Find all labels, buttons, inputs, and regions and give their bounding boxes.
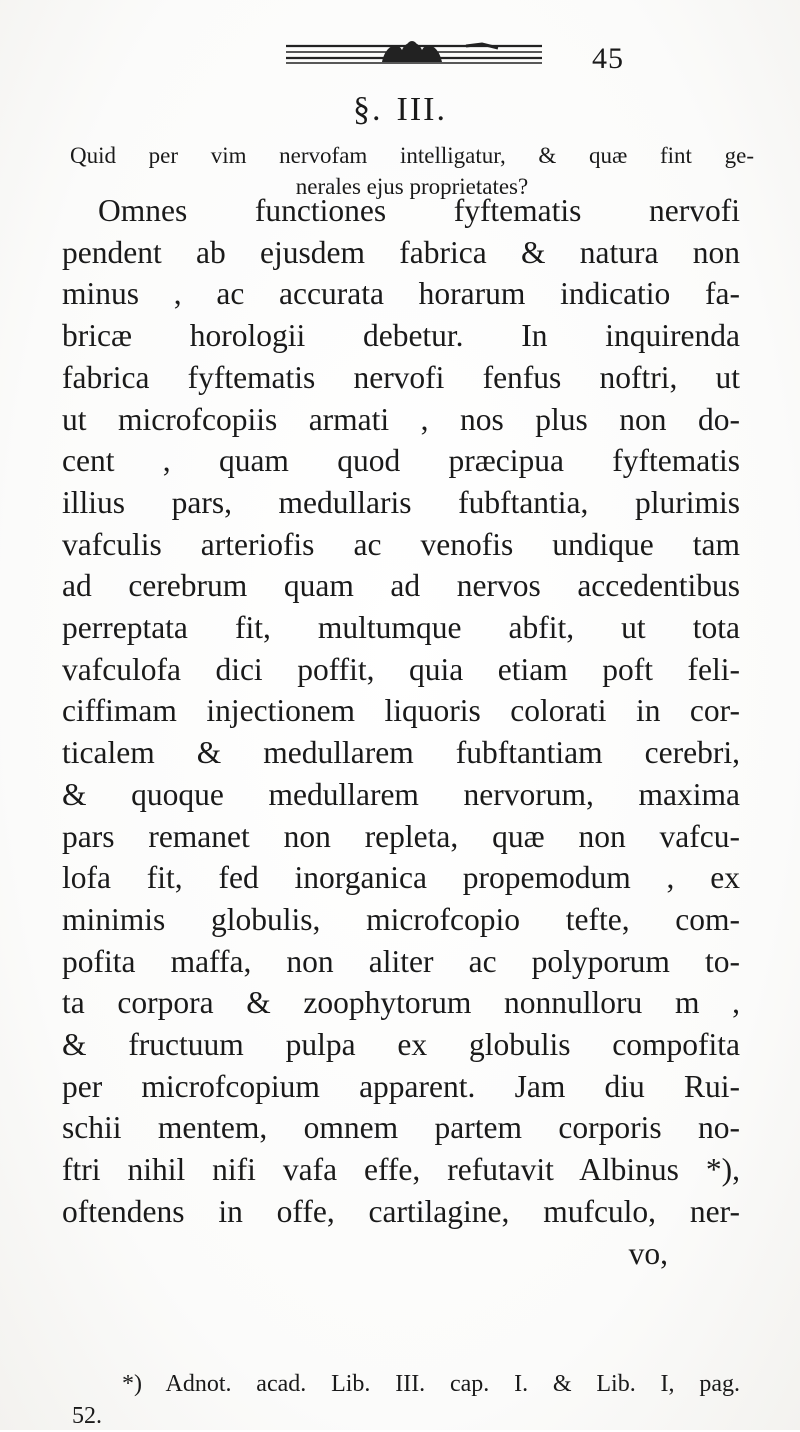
text-line: illius pars, medullaris fubftantia, plurimis <box>62 484 740 520</box>
text-line: bricæ horologii debetur. In inquirenda <box>62 318 740 354</box>
printer-ornament-icon <box>286 40 542 66</box>
text-line: & quoque medullarem nervorum, maxima <box>62 776 740 812</box>
text-line: lofa fit, fed inorganica propemodum , ex <box>62 860 740 896</box>
text-line: per microfcopium apparent. Jam diu Rui- <box>62 1068 740 1104</box>
page-number: 45 <box>592 42 624 75</box>
text-line: vafculofa dici poffit, quia etiam poft feli- <box>62 651 740 687</box>
text-line: minimis globulis, microfcopio tefte, com- <box>62 901 740 937</box>
text-line: minus , ac accurata horarum indicatio fa- <box>62 276 740 312</box>
section-sign: §. <box>353 91 383 128</box>
body-paragraph <box>62 190 740 1274</box>
text-line: pars remanet non repleta, quæ non vafcu- <box>62 818 740 854</box>
text-line: fabrica fyftematis nervofi fenfus noftri, ut <box>62 359 740 395</box>
question-line: nerales ejus proprietates? <box>295 174 529 199</box>
footnote <box>62 1368 740 1432</box>
text-line: ciffimam injectionem liquoris colorati in cor- <box>62 693 740 729</box>
text-line: ta corpora & zoophytorum nonnulloru m , <box>62 985 740 1021</box>
catchword: vo, <box>628 1235 668 1271</box>
text-line: ad cerebrum quam ad nervos accedentibus <box>62 568 740 604</box>
section-heading <box>0 90 800 130</box>
text-line: oftendens in offe, cartilagine, mufculo, ner- <box>62 1193 740 1229</box>
text-line: ticalem & medullarem fubftantiam cerebri, <box>62 735 740 771</box>
text-line: schii mentem, omnem partem corporis no- <box>62 1110 740 1146</box>
text-line: ftri nihil nifi vafa effe, refutavit Albinus *), <box>62 1152 740 1188</box>
question-line: Quid per vim nervofam intelligatur, & quæ fint ge- <box>70 143 754 168</box>
text-line: & fructuum pulpa ex globulis compofita <box>62 1027 740 1063</box>
text-line: pofita maffa, non aliter ac polyporum to- <box>62 943 740 979</box>
text-line: vafculis arteriofis ac venofis undique tam <box>62 526 740 562</box>
footnote-line: *) Adnot. acad. Lib. III. cap. I. & Lib. I, pag. <box>122 1371 740 1397</box>
text-line: Omnes functiones fyftematis nervofi <box>98 193 740 228</box>
text-line: ut microfcopiis armati , nos plus non do- <box>62 401 740 437</box>
section-number: III. <box>396 91 447 128</box>
text-line: perreptata fit, multumque abfit, ut tota <box>62 610 740 646</box>
text-line: cent , quam quod præcipua fyftematis <box>62 443 740 479</box>
text-line: pendent ab ejusdem fabrica & natura non <box>62 234 740 270</box>
footnote-line: 52. <box>72 1403 102 1429</box>
